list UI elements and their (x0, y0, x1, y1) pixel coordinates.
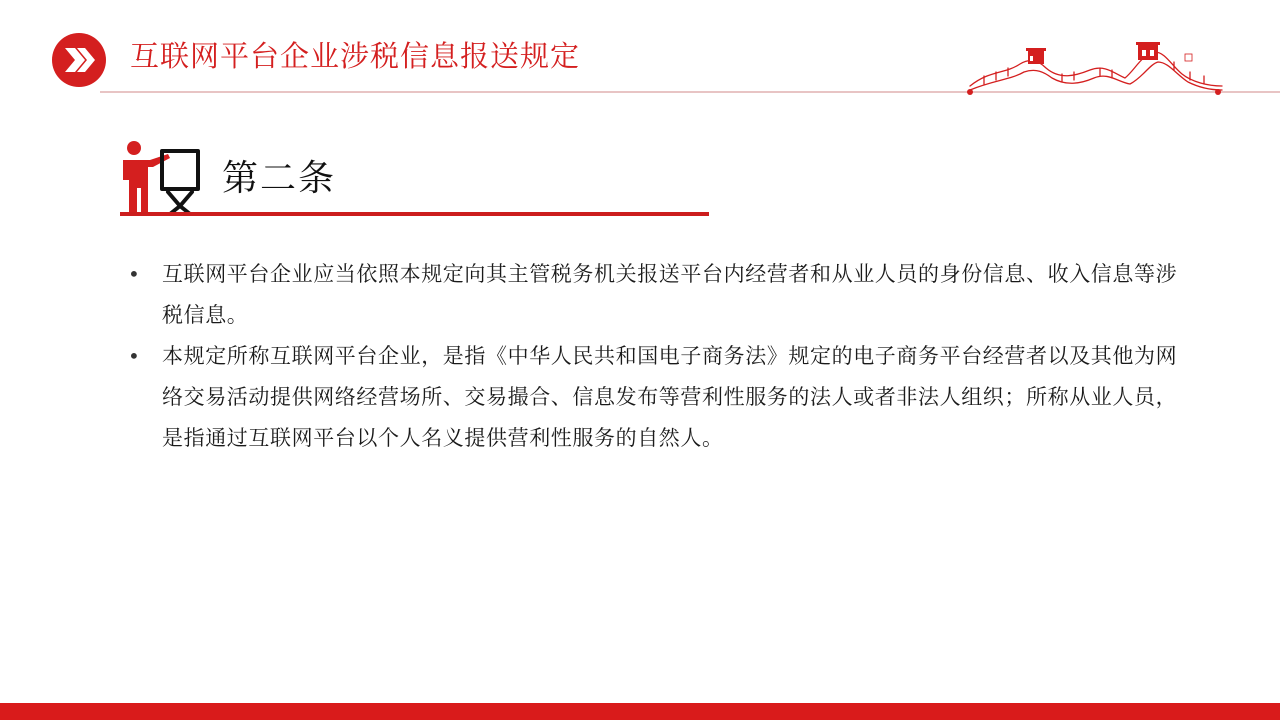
article-bullet-list (128, 254, 1178, 459)
bullet-text: 互联网平台企业应当依照本规定向其主管税务机关报送平台内经营者和从业人员的身份信息、收入信息等涉税信息。 (162, 262, 1178, 327)
double-chevron-right-icon (52, 33, 106, 87)
bullet-dot: • (128, 262, 141, 286)
bullet-dot: • (128, 344, 141, 368)
section-divider (120, 212, 709, 216)
presenter-board-icon (120, 140, 202, 216)
great-wall-icon (960, 40, 1230, 96)
footer-bar (0, 703, 1280, 720)
bullet-item (128, 336, 1178, 459)
bullet-item (128, 254, 1178, 336)
bullet-text: 本规定所称互联网平台企业，是指《中华人民共和国电子商务法》规定的电子商务平台经营者以及其他为网络交易活动提供网络经营场所、交易撮合、信息发布等营利性服务的法人或者非法人组织；所称从业人员，是指通过互联网平台以个人名义提供营利性服务的自然人。 (162, 344, 1178, 450)
section-title: 第二条 (222, 158, 337, 199)
page-title: 互联网平台企业涉税信息报送规定 (130, 39, 581, 73)
